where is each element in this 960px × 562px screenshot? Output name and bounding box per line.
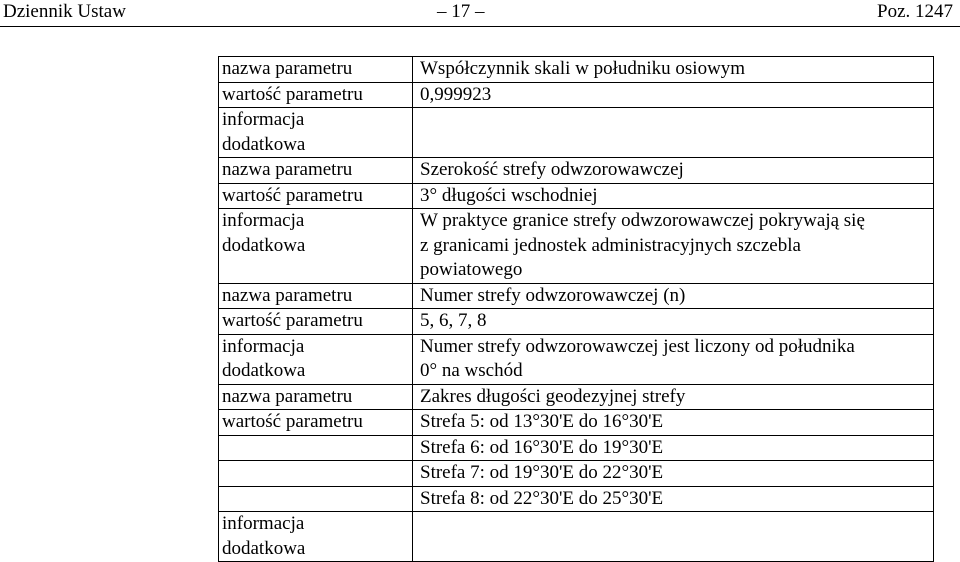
param-value [413, 108, 934, 158]
param-value: 0,999923 [413, 82, 934, 108]
param-label: wartość parametru [219, 309, 413, 335]
param-label: nazwa parametru [219, 384, 413, 410]
page-number: – 17 – [437, 1, 485, 22]
param-value: Numer strefy odwzorowawczej jest liczony od południka 0° na wschód [413, 334, 934, 384]
table-row [219, 486, 934, 512]
param-label: wartość parametru [219, 410, 413, 436]
journal-title: Dziennik Ustaw [3, 1, 126, 22]
param-value: Strefa 5: od 13°30'E do 16°30'E [413, 410, 934, 436]
param-value: 3° długości wschodniej [413, 183, 934, 209]
param-label: nazwa parametru [219, 283, 413, 309]
param-value: Współczynnik skali w południku osiowym [413, 57, 934, 83]
table-row [219, 183, 934, 209]
table-row [219, 309, 934, 335]
position-number: Poz. 1247 [877, 1, 953, 22]
param-label [219, 435, 413, 461]
table-row [219, 384, 934, 410]
table-row [219, 410, 934, 436]
table-row [219, 512, 934, 562]
table-row [219, 57, 934, 83]
param-label: nazwa parametru [219, 158, 413, 184]
param-label [219, 486, 413, 512]
param-value [413, 512, 934, 562]
param-value: W praktyce granice strefy odwzorowawczej pokrywają się z granicami jednostek administracyjnych szczebla powiatowego [413, 209, 934, 284]
param-value: Zakres długości geodezyjnej strefy [413, 384, 934, 410]
table-row [219, 461, 934, 487]
param-label: wartość parametru [219, 82, 413, 108]
table-row [219, 209, 934, 284]
table-row [219, 334, 934, 384]
param-label: informacja dodatkowa [219, 209, 413, 284]
param-value: Szerokość strefy odwzorowawczej [413, 158, 934, 184]
param-value: Strefa 8: od 22°30'E do 25°30'E [413, 486, 934, 512]
param-label: wartość parametru [219, 183, 413, 209]
table-row [219, 158, 934, 184]
param-value: Numer strefy odwzorowawczej (n) [413, 283, 934, 309]
table-row [219, 108, 934, 158]
page-header [0, 0, 960, 27]
param-value: Strefa 7: od 19°30'E do 22°30'E [413, 461, 934, 487]
parameters-table [218, 56, 934, 562]
param-label: nazwa parametru [219, 57, 413, 83]
header-divider [0, 26, 960, 27]
table-row [219, 435, 934, 461]
param-value: Strefa 6: od 16°30'E do 19°30'E [413, 435, 934, 461]
param-label: informacja dodatkowa [219, 512, 413, 562]
table-row [219, 283, 934, 309]
param-label [219, 461, 413, 487]
table-row [219, 82, 934, 108]
param-label: informacja dodatkowa [219, 108, 413, 158]
param-label: informacja dodatkowa [219, 334, 413, 384]
param-value: 5, 6, 7, 8 [413, 309, 934, 335]
